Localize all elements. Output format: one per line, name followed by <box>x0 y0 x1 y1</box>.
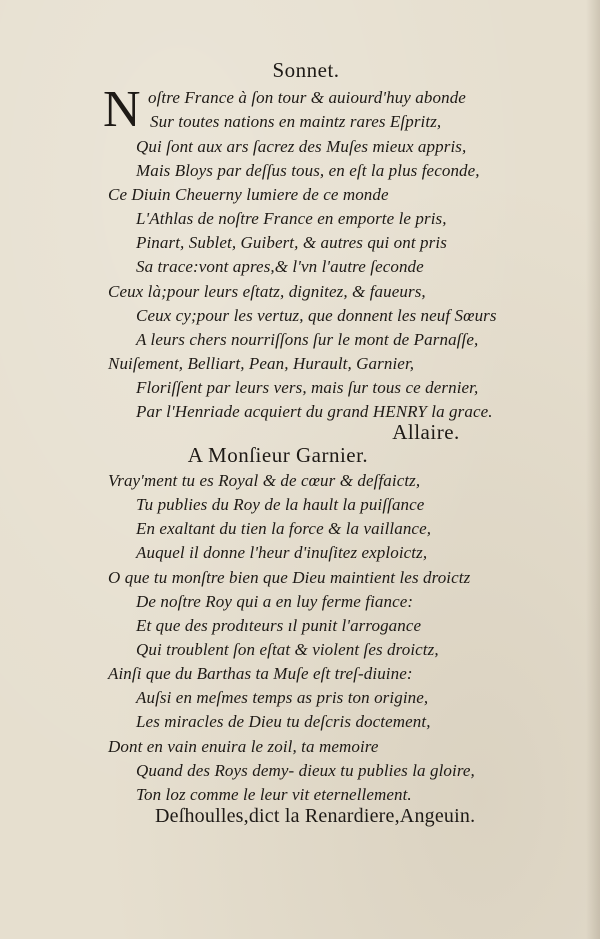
sonnet-line: Ceux là;pour leurs eſtatz, dignitez, & faueurs, <box>108 282 426 301</box>
sonnet-title: Sonnet. <box>272 58 340 82</box>
poem-line: Tu publies du Roy de la hault la puiſſance <box>136 495 425 514</box>
poem-line: Qui troublent ſon eſtat & violent ſes droictz, <box>136 640 439 659</box>
sonnet-line: oſtre France à ſon tour & auiourd'huy abonde <box>148 88 466 107</box>
sonnet-line: Ceux cy;pour les vertuz, que donnent les neuf Sœurs <box>136 306 497 325</box>
poem-line: Les miracles de Dieu tu deſcris doctement, <box>136 712 431 731</box>
sonnet-line: A leurs chers nourriſſons ſur le mont de Parnaſſe, <box>136 330 479 349</box>
sonnet-line: Sur toutes nations en maintz rares Eſpritz, <box>150 112 442 131</box>
sonnet-line: Qui ſont aux ars ſacrez des Muſes mieux appris, <box>136 137 467 156</box>
poem-signature: Deſhoulles,dict la Renardiere,Angeuin. <box>155 805 476 827</box>
poem-line: Dont en vain enuira le zoil, ta memoire <box>108 737 379 756</box>
page-edge-shadow <box>586 0 600 939</box>
sonnet-line: Ce Diuin Cheuerny lumiere de ce monde <box>108 185 389 204</box>
drop-cap: N <box>103 81 141 138</box>
sonnet-line: L'Athlas de noſtre France en emporte le pris, <box>136 209 447 228</box>
poem-line: O que tu monſtre bien que Dieu maintient les droictz <box>108 568 471 587</box>
poem-line: Auſsi en meſmes temps as pris ton origine, <box>136 688 429 707</box>
sonnet-line: Par l'Henriade acquiert du grand HENRY la grace. <box>136 402 493 421</box>
sonnet-line: Mais Bloys par deſſus tous, en eſt la plus feconde, <box>136 161 480 180</box>
poem-line: Ton loz comme le leur vit eternellement. <box>136 785 412 804</box>
sonnet-line: Sa trace:vont apres,& l'vn l'autre ſeconde <box>136 257 424 276</box>
sonnet-line: Floriſſent par leurs vers, mais ſur tous ce dernier, <box>136 378 479 397</box>
poem-line: Auquel il donne l'heur d'inuſitez exploictz, <box>136 543 428 562</box>
sonnet-line: Nuiſement, Belliart, Pean, Hurault, Garnier, <box>108 354 415 373</box>
poem-title: A Monſieur Garnier. <box>187 443 369 467</box>
poem-line: Quand des Roys demy- dieux tu publies la gloire, <box>136 761 475 780</box>
poem-line: En exaltant du tien la force & la vaillance, <box>136 519 432 538</box>
sonnet-line: Pinart, Sublet, Guibert, & autres qui ont pris <box>136 233 447 252</box>
poem-line: De noſtre Roy qui a en luy ferme fiance: <box>136 592 414 611</box>
poem-line: Vray'ment tu es Royal & de cœur & deſfaictz, <box>108 471 421 490</box>
poem-line: Ainſi que du Barthas ta Muſe eſt treſ-diuine: <box>108 664 413 683</box>
poem-line: Et que des prodıteurs ıl punit l'arrogance <box>136 616 422 635</box>
sonnet-author: Allaire. <box>392 420 460 444</box>
